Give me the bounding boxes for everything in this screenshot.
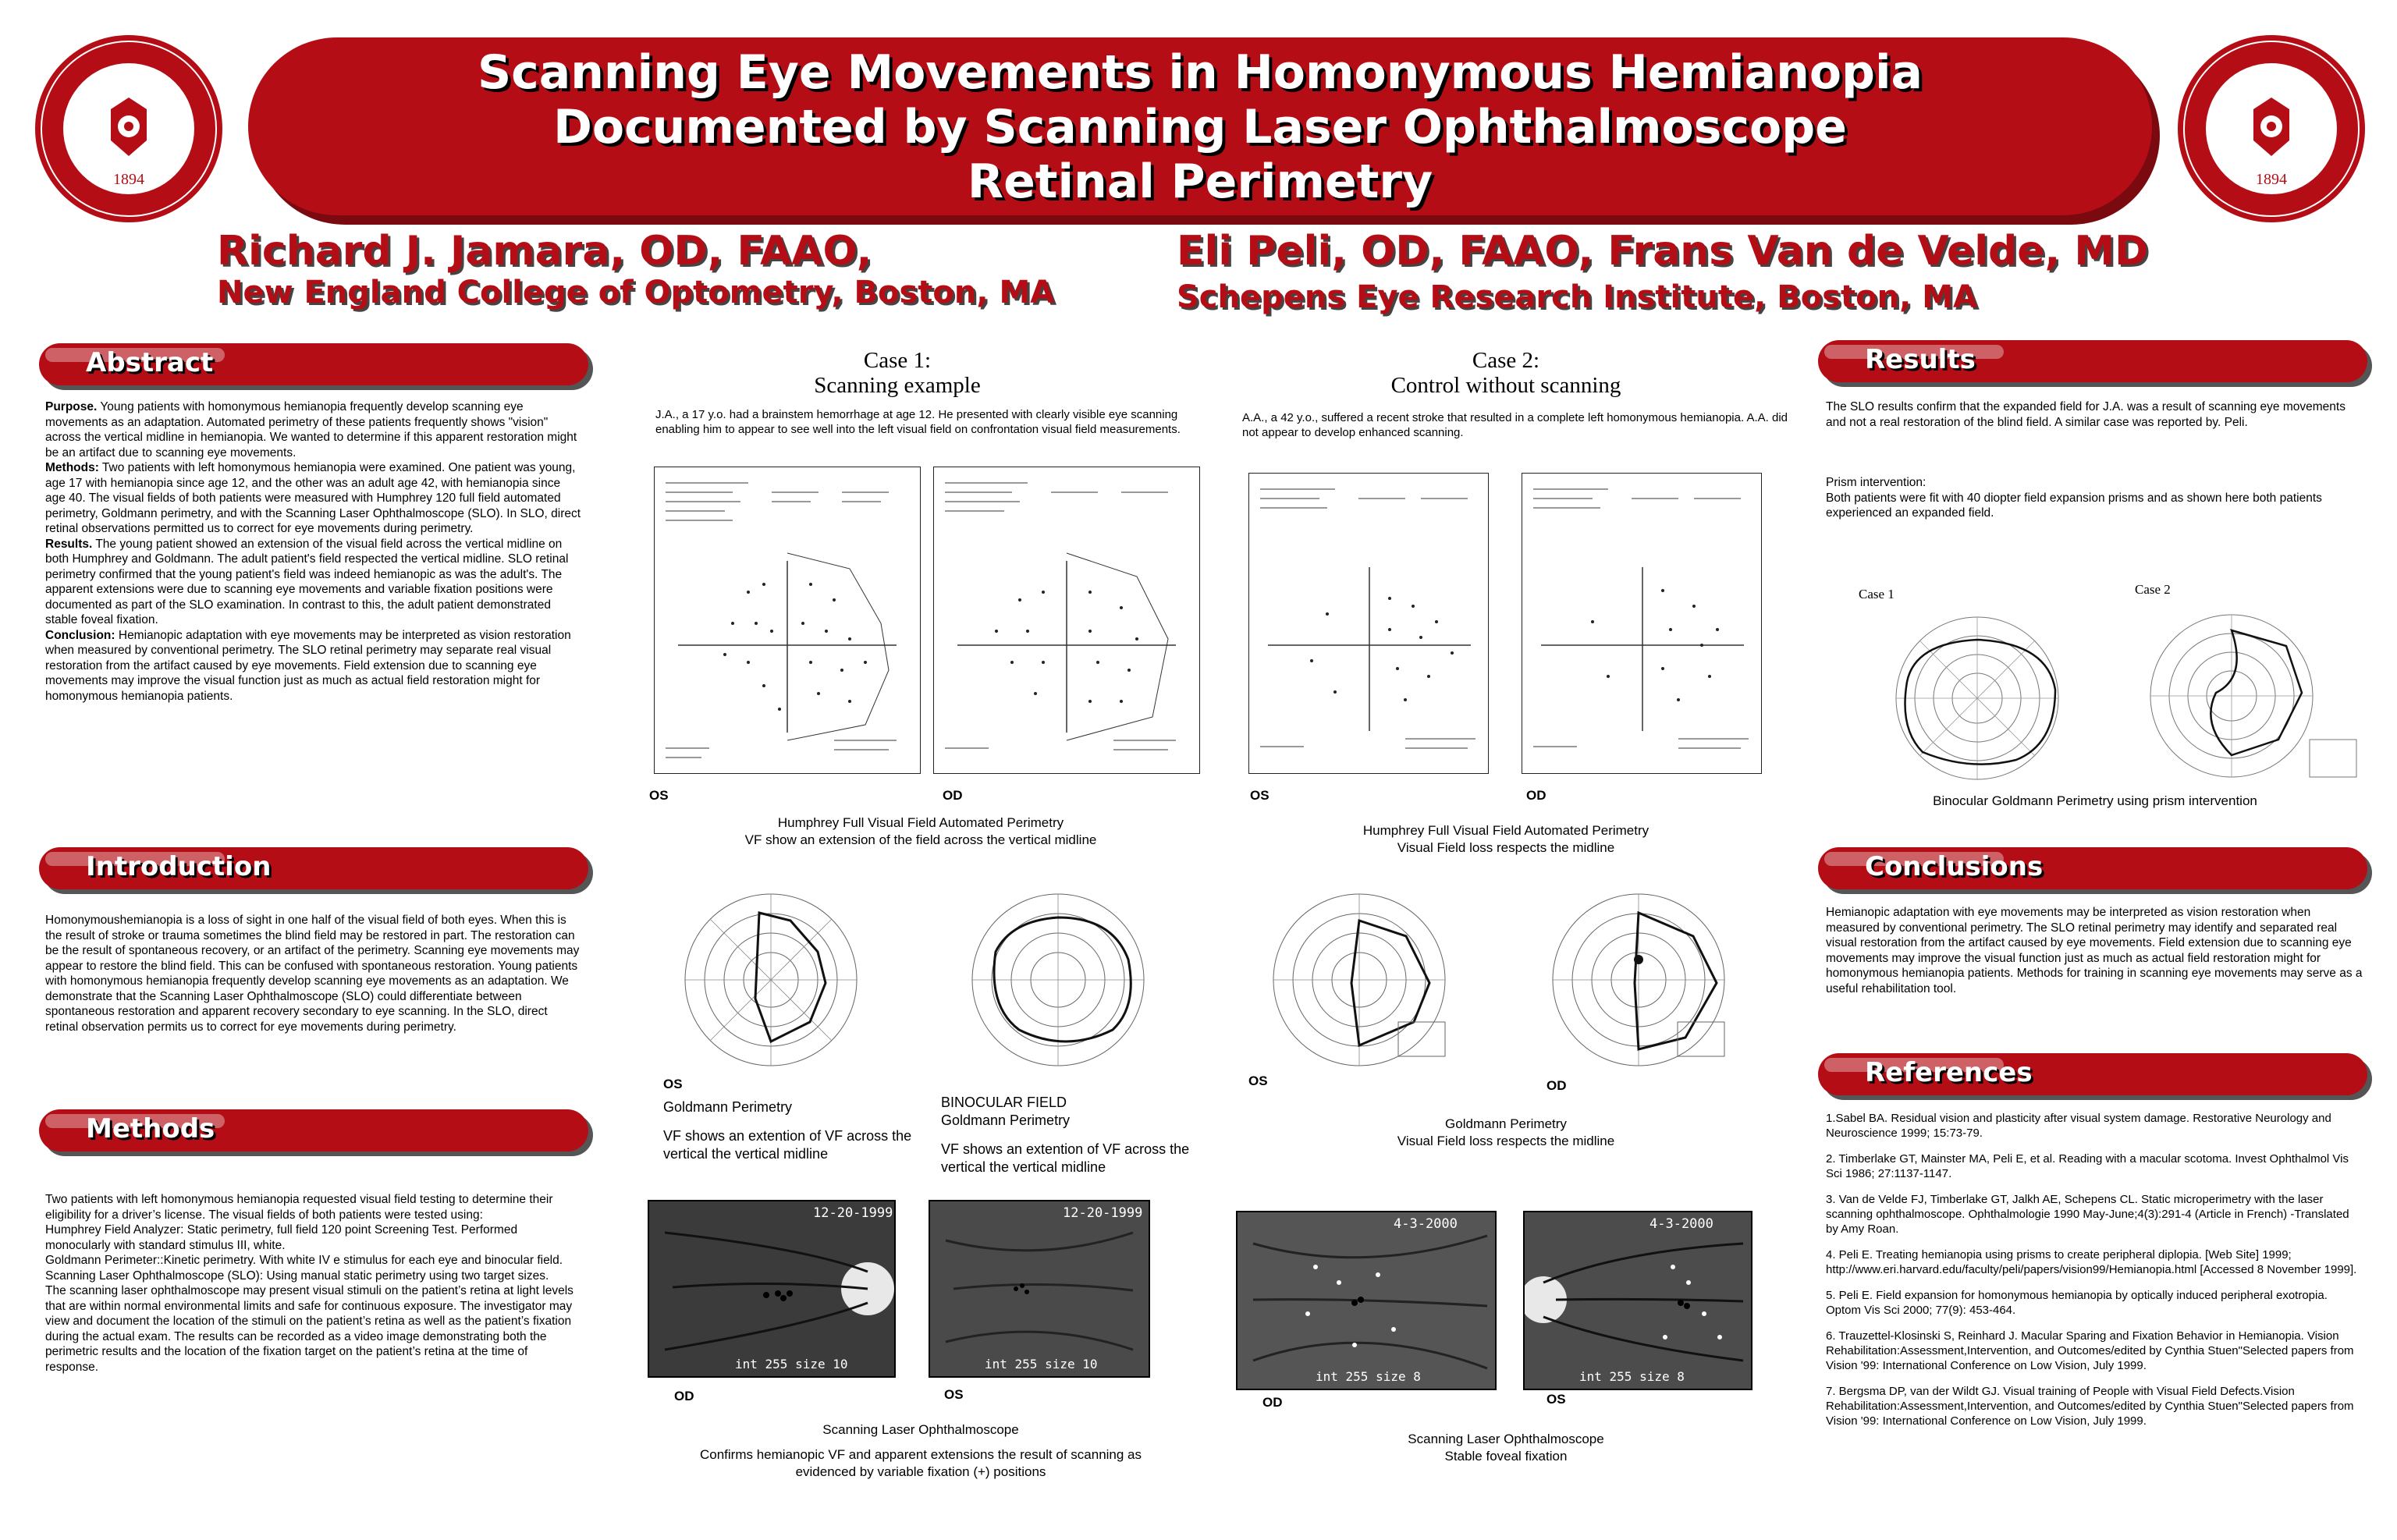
author-right-names: Eli Peli, OD, FAAO, Frans Van de Velde, MD xyxy=(1177,228,2149,275)
case2-slo-os-image xyxy=(1523,1211,1752,1390)
case1-goldmann-os-label: OS xyxy=(663,1077,683,1091)
case2-goldmann-caption: Goldmann Perimetry Visual Field loss respects the midline xyxy=(1397,1116,1615,1148)
case2-slo-od-label: OD xyxy=(1262,1395,1283,1410)
case1-humphrey-od-chart xyxy=(933,467,1200,774)
introduction-header: Introduction xyxy=(39,847,588,889)
case1-goldmann-os-chart xyxy=(654,889,888,1070)
author-left-affiliation: New England College of Optometry, Boston, MA xyxy=(217,275,1055,310)
author-right-affiliation: Schepens Eye Research Institute, Boston, MA xyxy=(1177,279,1977,315)
college-seal-left xyxy=(31,31,226,226)
svg-text:12-20-1999: 12-20-1999 xyxy=(813,1205,893,1221)
case1-humphrey-od-label: OD xyxy=(943,788,963,803)
case1-description: J.A., a 17 y.o. had a brainstem hemorrhage at age 12. He presented with clearly visible eye scanning enabling him to appear to see well into the left visual field on confrontation visual field measurements. xyxy=(655,408,1181,436)
case1-slo-od-label: OD xyxy=(674,1389,694,1403)
case2-humphrey-od-chart xyxy=(1522,473,1762,774)
svg-text:1894: 1894 xyxy=(113,171,144,188)
conclusions-header: Conclusions xyxy=(1818,847,2367,889)
case2-goldmann-od-label: OD xyxy=(1547,1078,1567,1093)
conclusions-text: Hemianopic adaptation with eye movements may be interpreted as vision restoration when measured by conventional perimetry. The SLO retinal perimetry may identify and separated real visual restoration from the artifact caused by eye movements. Field extension due to scanning eye movements may improve the visual function just as much as actual field restoration might for homonymous hemianopia patients. Methods for training in scanning eye movements may serve as a useful rehabilitation tool. xyxy=(1826,906,2363,995)
svg-text:int 255 size 10: int 255 size 10 xyxy=(735,1357,848,1371)
case2-humphrey-od-label: OD xyxy=(1526,788,1547,803)
results-case1-label: Case 1 xyxy=(1859,587,1895,601)
introduction-text: Homonymoushemianopia is a loss of sight in one half of the visual field of both eyes. When this is the result of stroke or trauma sometimes the blind field may be restored in part. The restoration can be the result of spontaneous recovery, or an artifact of the perimetry. Scanning eye movements may appear to restore the blind field. This can be confused with spontaneous restoration. Young patients with homonymous hemianopia frequently develop scanning eye movements as an adaptation. We demonstrate that the Scanning Laser Ophthalmoscope (SLO) could differentiate between spontaneous restoration and apparent recovery secondary to eye scanning. In the SLO, direct retinal observation permits us to correct for eye movements during perimetry. xyxy=(45,914,580,1034)
results-case1-prism-goldmann-chart xyxy=(1860,612,2094,785)
case1-humphrey-caption: Humphrey Full Visual Field Automated Perimetry VF show an extension of the field across the vertical midline xyxy=(744,815,1097,847)
case2-humphrey-caption: Humphrey Full Visual Field Automated Perimetry Visual Field loss respects the midline xyxy=(1362,823,1649,855)
svg-text:int 255 size 10: int 255 size 10 xyxy=(985,1357,1098,1371)
author-left-name: Richard J. Jamara, OD, FAAO, xyxy=(217,228,872,275)
case2-humphrey-os-chart xyxy=(1248,473,1489,774)
case2-goldmann-od-chart xyxy=(1522,889,1756,1070)
svg-text:4-3-2000: 4-3-2000 xyxy=(1649,1216,1713,1232)
case2-description: A.A., a 42 y.o., suffered a recent stroke that resulted in a complete left homonymous hemianopia. A.A. did not appear to develop enhanced scanning. xyxy=(1242,411,1788,439)
references-list: 1.Sabel BA. Residual vision and plasticity after visual system damage. Restorative Neurology and Neuroscience 1999; 15:73-79. 2. Timberlake GT, Mainster MA, Peli E, et al. Reading with a macular scotoma. Invest Ophthalmol Vis Sci 1986; 27:1137-1147. 3. Van de Velde FJ, Timberlake GT, Jalkh AE, Schepens CL. Static microperimetry with the laser scanning ophthalmoscope. Ophthalmologie 1990 May-June;4(3):291-4 (Article in French) -Translated by Amy Roan. 4. Peli E. Treating hemianopia using prisms to create peripheral diplopia. [Web Site] 1999; http://www.eri.harvard.edu/faculty/peli/papers/vision99/Hemianopia.html [Accessed 8 November 1999]. 5. Peli E. Field expansion for homonymous hemianopia by optically induced peripheral exotropia. Optom Vis Sci 2000; 77(9): 453-464. 6. Trauzettel-Klosinski S, Reinhard J. Macular Sparing and Fixation Behavior in Hemianopia. Vision Rehabilitation:Assessment,Intervention, and Outcomes/edited by Cynthia Stuen"Selected papers from Vision '99: International Conference on Low Vision, July 1999. 7. Bergsma DP, van der Wildt GJ. Visual training of People with Visual Field Defects.Vision Rehabilitation:Assessment,Intervention, and Outcomes/edited by Cynthia Stuen"Selected papers from Vision '99: International Conference on Low Vision, July 1999. xyxy=(1826,1112,2357,1428)
case2-goldmann-os-label: OS xyxy=(1248,1073,1268,1088)
case1-heading: Case 1: Scanning example xyxy=(814,348,981,398)
case1-binocular-caption: BINOCULAR FIELD Goldmann Perimetry VF shows an extention of VF across the vertical the vertical midline xyxy=(941,1095,1190,1175)
case1-humphrey-os-chart xyxy=(654,467,921,774)
case1-goldmann-binocular-chart xyxy=(933,889,1183,1070)
results-text: The SLO results confirm that the expanded field for J.A. was a result of scanning eye movements and not a real restoration of the blind field. A similar case was reported by. Peli. Prism intervention: Both patients were fit with 40 diopter field expansion prisms and as shown here both patients experienced an expanded field. xyxy=(1826,400,2346,520)
poster-title: Scanning Eye Movements in Homonymous Hemianopia Documented by Scanning Laser Ophthalmoscope Retinal Perimetry xyxy=(477,45,1923,209)
results-header: Results xyxy=(1818,340,2367,382)
results-prism-caption: Binocular Goldmann Perimetry using prism intervention xyxy=(1933,793,2257,808)
case1-slo-od-image xyxy=(648,1200,896,1378)
references-header: References xyxy=(1818,1053,2367,1095)
svg-text:int 255 size 8: int 255 size 8 xyxy=(1316,1369,1421,1384)
methods-header: Methods xyxy=(39,1109,588,1151)
case1-slo-os-label: OS xyxy=(944,1387,964,1402)
case1-humphrey-os-label: OS xyxy=(649,788,669,803)
case2-goldmann-os-chart xyxy=(1242,889,1476,1070)
svg-text:12-20-1999: 12-20-1999 xyxy=(1063,1205,1143,1221)
results-case2-label: Case 2 xyxy=(2135,582,2171,597)
svg-text:int 255 size 8: int 255 size 8 xyxy=(1579,1369,1685,1384)
case2-slo-caption: Scanning Laser Ophthalmoscope Stable foveal fixation xyxy=(1408,1432,1604,1464)
case1-goldmann-caption: Goldmann Perimetry VF shows an extention of VF across the vertical the vertical midline xyxy=(663,1099,912,1162)
svg-text:1894: 1894 xyxy=(2256,171,2287,188)
case2-slo-od-image xyxy=(1236,1211,1497,1390)
college-seal-right xyxy=(2174,31,2369,226)
abstract-text: Purpose. Young patients with homonymous hemianopia frequently develop scanning eye movements as an adaptation. Automated perimetry of these patients frequently shows "vision" across the vertical midline in hemianopia. We wanted to determine if this apparent restoration might be an artifact due to scanning eye movements. Methods: Two patients with left homonymous hemianopia were examined. One patient was young, age 17 with hemianopia since age 12, and the other was an adult age 42, with hemianopia since age 40. The visual fields of both patients were measured with Humphrey 120 full field automated perimetry, Goldmann perimetry, and with the Scanning Laser Ophthalmoscope (SLO). In SLO, direct retinal observations permitted us to correct for eye movements during perimetry. Results. The young patient showed an extension of the visual field across the vertical midline on both Humphrey and Goldmann. The adult patient's field respected the vertical midline. SLO retinal perimetry confirmed that the young patient's field was indeed hemianopic as was the adult's. The apparent extensions were due to scanning eye movements and variable fixation positions were documented as part of the SLO examination. In contrast to this, the adult patient demonstrated stable foveal fixation. Conclusion: Hemianopic adaptation with eye movements may be interpreted as vision restoration when measured by conventional perimetry. The SLO retinal perimetry may separate real visual restoration from the artifact caused by eye movements. Field extension due to scanning eye movements may improve the visual function just as much as actual field restoration might for homonymous hemianopia patients. xyxy=(45,400,581,703)
case2-heading: Case 2: Control without scanning xyxy=(1390,348,1621,398)
results-case2-prism-goldmann-chart xyxy=(2130,607,2364,785)
abstract-header: Abstract xyxy=(39,343,588,385)
svg-text:4-3-2000: 4-3-2000 xyxy=(1394,1216,1458,1232)
case1-slo-os-image xyxy=(929,1200,1150,1378)
case1-slo-caption: Scanning Laser Ophthalmoscope Confirms hemianopic VF and apparent extensions the result of scanning as evidenced by variable fixation (+) positions xyxy=(699,1422,1142,1479)
methods-text: Two patients with left homonymous hemianopia requested visual field testing to determine their eligibility for a driver’s license. The visual fields of both patients were tested using: Humphrey Field Analyzer: Static perimetry, full field 120 point Screening Test. Performed monocularly with standard stimulus III, white. Goldmann Perimeter::Kinetic perimetry. With white IV e stimulus for each eye and binocular field. Scanning Laser Ophthalmoscope (SLO): Using manual static perimetry using two target sizes. The scanning laser ophthalmoscope may present visual stimuli on the patient’s retina at light levels that are within normal environmental limits and safe for continuous exposure. The investigator may view and document the location of the stimuli on the patient’s retina as well as the patient’s fixation during the actual exam. The results can be recorded as a video image demonstrating both the perimetric results and the location of the fixation target on the patient’s retina at the time of response. xyxy=(45,1193,574,1374)
case2-humphrey-os-label: OS xyxy=(1250,788,1270,803)
case2-slo-os-label: OS xyxy=(1547,1392,1566,1407)
